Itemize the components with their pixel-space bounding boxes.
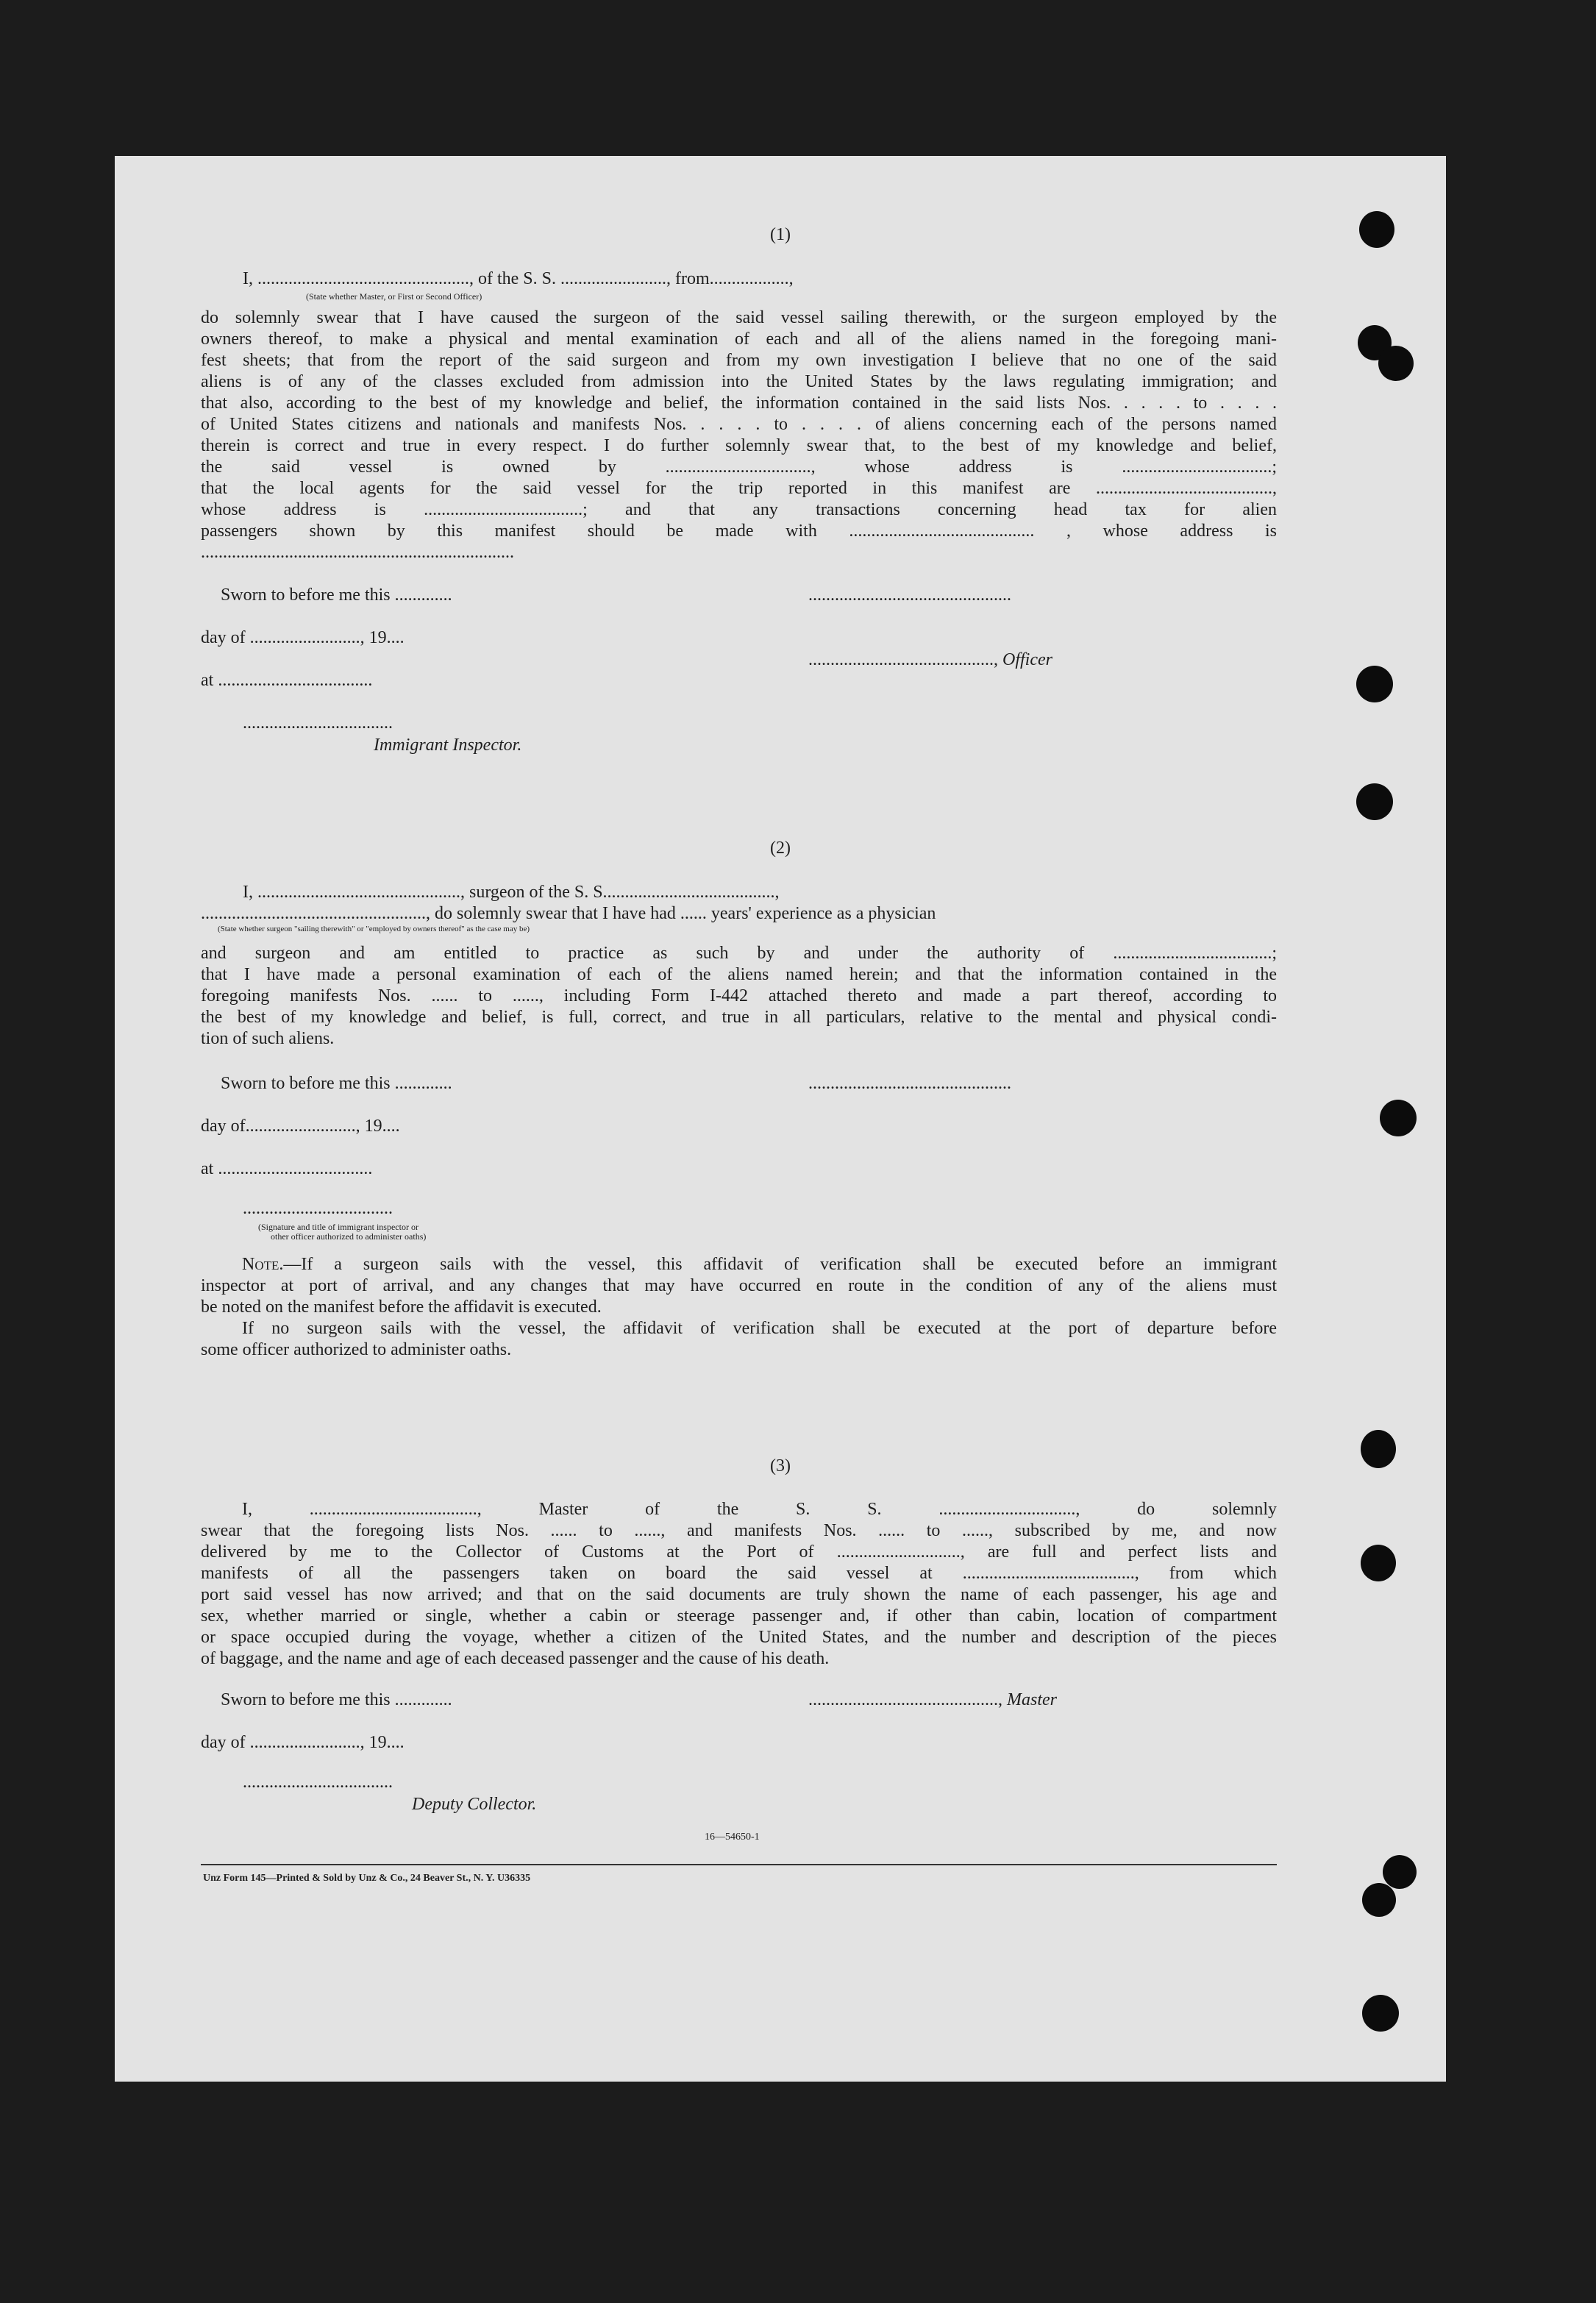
collector-signature-line: .................................. [243,1773,393,1792]
text-line: whose address is ....................................; and that any transactions concerning head tax for alien [201,500,1277,519]
surgeon-signature-line: .............................................. [808,1074,1011,1093]
signature-note: (Signature and title of immigrant inspector or [258,1222,418,1232]
section-2-number: (2) [770,839,791,858]
day-of-line: day of........................., 19.... [201,1117,400,1136]
text-line: the said vessel is owned by ................................., whose address is ..................................; [201,458,1277,477]
section-2-note [201,1254,1277,1361]
punch-hole [1356,783,1393,820]
section-1-first-line-note: (State whether Master, or First or Second Officer) [306,291,482,302]
text-line: port said vessel has now arrived; and that on the said documents are truly shown the name of each passenger, his age and [201,1585,1277,1604]
section-1-body [201,307,1277,563]
sworn-line: Sworn to before me this ............. [221,1690,452,1709]
inspector-signature-line: .................................. [243,1199,393,1218]
punch-hole [1383,1855,1417,1889]
text-line: delivered by me to the Collector of Customs at the Port of ............................, are full and perfect lists and [201,1542,1277,1562]
text-line: ....................................................................... [201,543,514,562]
text-line: that also, according to the best of my knowledge and belief, the information contained in the said lists Nos. . . . . to . . . . [201,394,1277,413]
text-line: and surgeon and am entitled to practice as such by and under the authority of ....................................; [201,944,1277,963]
officer-signature-line: .............................................. [808,585,1011,605]
section-2-second-line: ..................................................., do solemnly swear that I have had ...... years' experience as a physician [201,904,936,923]
text-line: some officer authorized to administer oaths. [201,1340,512,1359]
footer-rule [201,1864,1277,1865]
text-line: I, ......................................, Master of the S. S. ..............................., do solemnly [242,1500,1277,1519]
section-2-second-line-note: (State whether surgeon "sailing therewith" or "employed by owners thereof" as the case may be) [218,925,530,933]
text-line: be noted on the manifest before the affidavit is executed. [201,1298,602,1317]
text-line: of baggage, and the name and age of each deceased passenger and the cause of his death. [201,1649,830,1668]
section-2-first-line: I, .............................................., surgeon of the S. S......................................., [243,883,780,902]
punch-hole [1361,1545,1396,1581]
text-line: or space occupied during the voyage, whether a citizen of the United States, and the number and description of the pieces [201,1628,1277,1647]
text-line: do solemnly swear that I have caused the surgeon of the said vessel sailing therewith, or the surgeon employed by the [201,308,1277,327]
printer-footer: Unz Form 145—Printed & Sold by Unz & Co., 24 Beaver St., N. Y. U36335 [203,1873,531,1884]
punch-hole [1362,1995,1399,2032]
text-line: fest sheets; that from the report of the said surgeon and from my own investigation I believe that no one of the said [201,351,1277,370]
at-line: at ................................... [201,1159,373,1178]
text-line: swear that the foregoing lists Nos. ...... to ......, and manifests Nos. ...... to ......, subscribed by me, and now [201,1521,1277,1540]
text-line: Note.—If a surgeon sails with the vessel, this affidavit of verification shall be executed before an immigrant [242,1255,1277,1274]
text-line: aliens is of any of the classes excluded from admission into the United States by the laws regulating immigration; and [201,372,1277,391]
text-line: If no surgeon sails with the vessel, the affidavit of verification shall be executed at the port of departure before [242,1319,1277,1338]
day-of-line: day of ........................., 19.... [201,628,405,647]
punch-hole [1356,666,1393,702]
text-line: of United States citizens and nationals and manifests Nos. . . . . to . . . . of aliens concerning each of the persons named [201,415,1277,434]
section-1-first-line: I, ................................................, of the S. S. ........................, from.................., [243,269,794,288]
section-2-body [201,943,1277,1050]
text-line: the best of my knowledge and belief, is full, correct, and true in all particulars, relative to the mental and physical condi- [201,1008,1277,1027]
form-number: 16—54650-1 [705,1832,760,1843]
sworn-line: Sworn to before me this ............. [221,585,452,605]
text-line: tion of such aliens. [201,1029,335,1048]
section-3-body [201,1499,1277,1670]
officer-title-line: .........................................., Officer [808,650,1052,669]
text-line: foregoing manifests Nos. ...... to ......, including Form I-442 attached thereto and made a part thereof, according to [201,986,1277,1005]
signature-note: other officer authorized to administer oaths) [271,1231,427,1242]
text-line: therein is correct and true in every respect. I do further solemnly swear that, to the best of my knowledge and belief, [201,436,1277,455]
sworn-line: Sworn to before me this ............. [221,1074,452,1093]
text-line: manifests of all the passengers taken on board the said vessel at ......................................., from which [201,1564,1277,1583]
punch-hole [1362,1883,1396,1917]
day-of-line: day of ........................., 19.... [201,1733,405,1752]
section-3-number: (3) [770,1456,791,1476]
text-line: passengers shown by this manifest should be made with .......................................... , whose address is [201,522,1277,541]
master-signature-line: ..........................................., Master [808,1690,1057,1709]
section-1-number: (1) [770,225,791,244]
immigrant-inspector-label: Immigrant Inspector. [374,736,522,755]
deputy-collector-label: Deputy Collector. [412,1795,537,1814]
at-line: at ................................... [201,671,373,690]
text-line: sex, whether married or single, whether a cabin or steerage passenger and, if other than cabin, location of compartment [201,1606,1277,1626]
inspector-signature-line: .................................. [243,713,393,733]
text-line: owners thereof, to make a physical and mental examination of each and all of the aliens named in the foregoing mani- [201,330,1277,349]
punch-hole [1380,1100,1417,1136]
text-line: that I have made a personal examination of each of the aliens named herein; and that the information contained in the [201,965,1277,984]
text-line: that the local agents for the said vessel for the trip reported in this manifest are ........................................, [201,479,1277,498]
text-line: inspector at port of arrival, and any changes that may have occurred en route in the condition of any of the aliens must [201,1276,1277,1295]
form-sheet [115,156,1446,2082]
punch-hole [1378,346,1414,381]
